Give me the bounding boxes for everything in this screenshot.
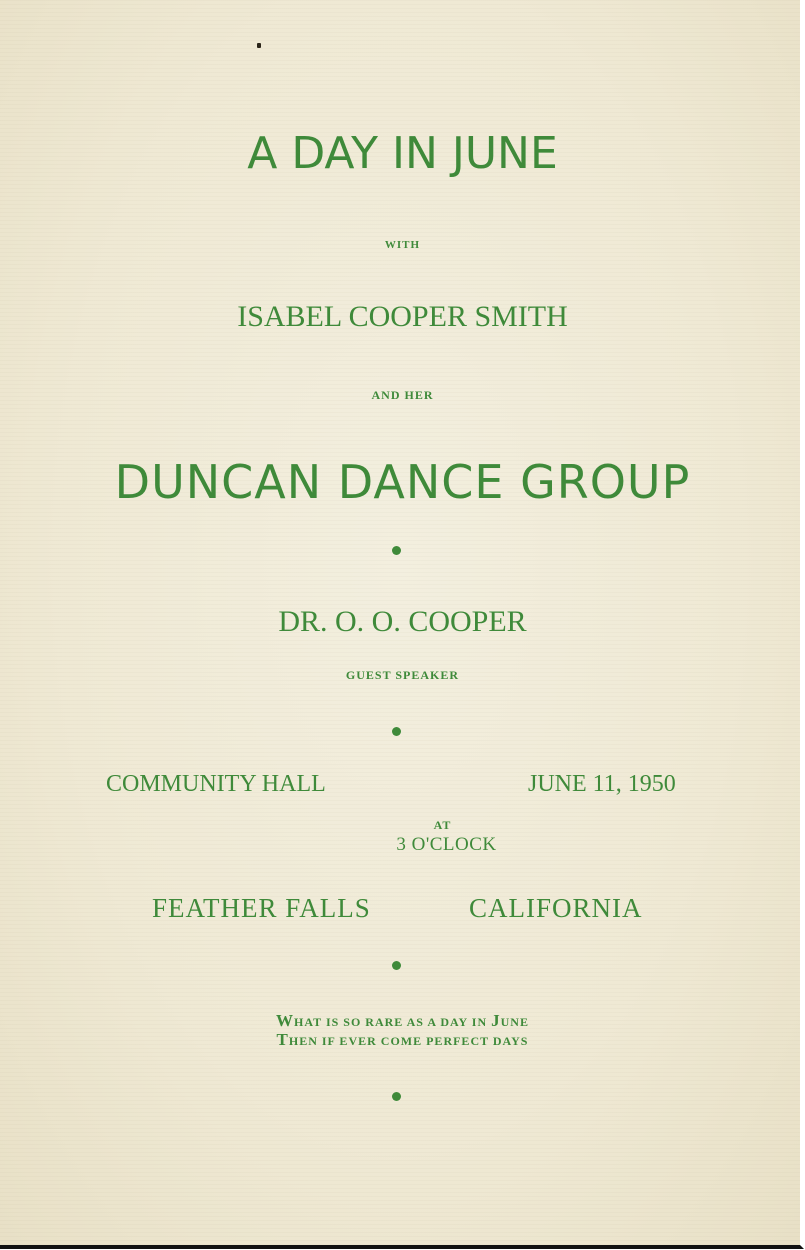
- quote-text: HEN IF EVER COME PERFECT DAYS: [288, 1034, 529, 1048]
- dance-group-name: DUNCAN DANCE GROUP: [114, 455, 691, 509]
- quote-initial: W: [276, 1011, 295, 1030]
- quote-initial: J: [491, 1011, 501, 1030]
- ink-speck: [257, 43, 261, 48]
- program-title: A DAY IN JUNE: [247, 128, 558, 179]
- divider-dot: [392, 546, 401, 555]
- event-time: 3 O'CLOCK: [396, 834, 497, 855]
- quote-initial: T: [276, 1030, 289, 1049]
- speaker-name: DR. O. O. COOPER: [278, 605, 527, 638]
- quote-line-2: [0, 1031, 805, 1050]
- and-her-label: AND HER: [371, 388, 434, 402]
- quote-line-1: [0, 1012, 805, 1031]
- state: CALIFORNIA: [469, 893, 643, 923]
- divider-dot: [392, 1092, 401, 1101]
- with-label: WITH: [384, 239, 421, 251]
- divider-dot: [392, 727, 401, 736]
- speaker-role: GUEST SPEAKER: [345, 668, 460, 682]
- town: FEATHER FALLS: [152, 893, 371, 923]
- quote-text: UNE: [500, 1015, 529, 1029]
- performer-name: ISABEL COOPER SMITH: [237, 300, 568, 333]
- at-label: AT: [433, 818, 452, 832]
- divider-dot: [392, 961, 401, 970]
- venue: COMMUNITY HALL: [106, 771, 326, 797]
- quote-text: HAT IS SO RARE AS A DAY IN: [294, 1015, 492, 1029]
- event-date: JUNE 11, 1950: [528, 771, 676, 797]
